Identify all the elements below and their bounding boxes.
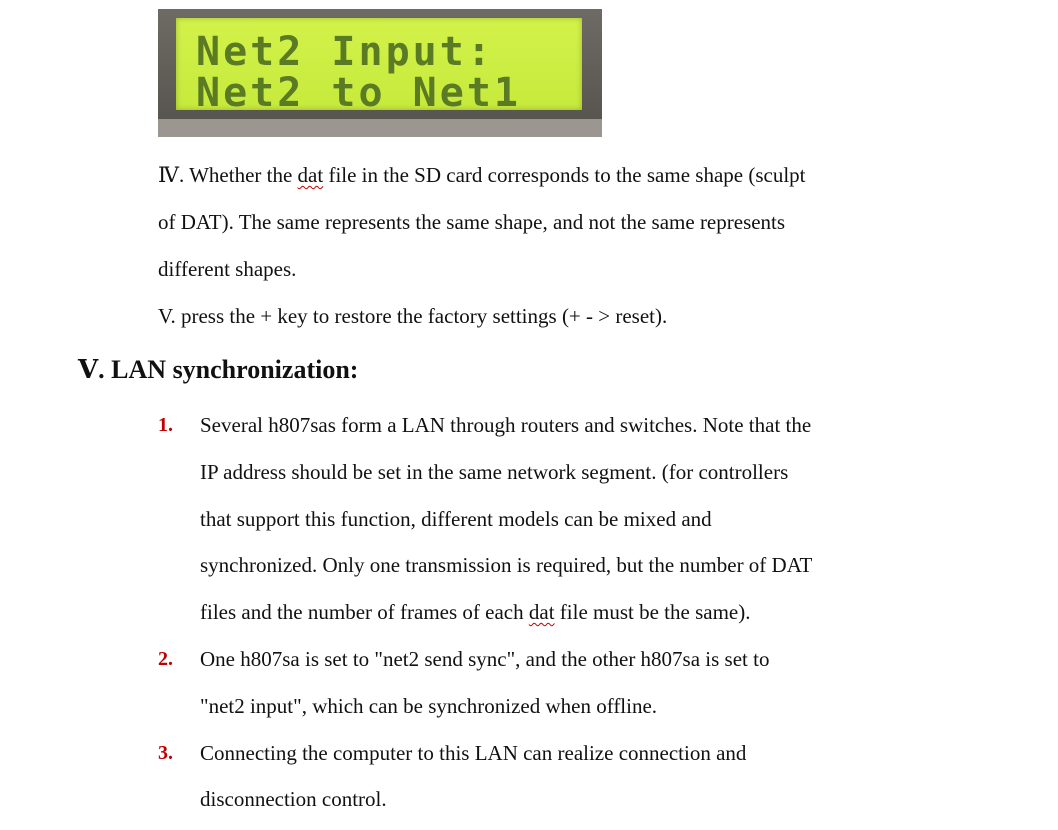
section-title: Ⅴ. LAN synchronization:	[78, 355, 359, 384]
item-3-line-1: Connecting the computer to this LAN can realize connection and	[200, 741, 747, 765]
step-iv-line-2: of DAT). The same represents the same shape, and not the same represents	[158, 210, 786, 234]
step-v-line-1: V. press the + key to restore the factory settings (+ - > reset).	[158, 304, 668, 328]
item-1-line-2: IP address should be set in the same network segment. (for controllers	[200, 460, 789, 484]
item-1-line-1: Several h807sas form a LAN through routers and switches. Note that the	[200, 413, 812, 437]
text-segment: file must be the same).	[559, 600, 751, 624]
lcd-line-1: Net2 Input:	[196, 29, 494, 75]
lcd-screen	[176, 18, 582, 116]
item-number: 1.	[158, 414, 173, 436]
lcd-line-2: Net2 to Net1	[196, 70, 521, 116]
spell-flag-dat: dat	[297, 163, 324, 187]
item-3-line-2: disconnection control.	[200, 787, 387, 811]
item-1-line-5	[200, 600, 750, 624]
item-number: 2.	[158, 648, 173, 670]
item-1-line-4: synchronized. Only one transmission is required, but the number of DAT	[200, 553, 813, 577]
step-iv-line-3: different shapes.	[158, 257, 297, 281]
text-segment: Ⅳ. Whether the	[158, 163, 293, 187]
lcd-photo	[158, 9, 602, 137]
text-segment: file in the SD card corresponds to the same shape (sculpt	[328, 163, 806, 187]
item-2-line-2: "net2 input", which can be synchronized when offline.	[200, 694, 658, 718]
lcd-frame-bottom	[158, 119, 602, 137]
item-number: 3.	[158, 742, 173, 764]
item-2-line-1: One h807sa is set to "net2 send sync", and the other h807sa is set to	[200, 647, 770, 671]
item-1-line-3: that support this function, different models can be mixed and	[200, 507, 712, 531]
spell-flag-dat: dat	[528, 600, 555, 624]
text-segment: files and the number of frames of each	[200, 600, 524, 624]
step-iv-line-1	[158, 163, 806, 187]
